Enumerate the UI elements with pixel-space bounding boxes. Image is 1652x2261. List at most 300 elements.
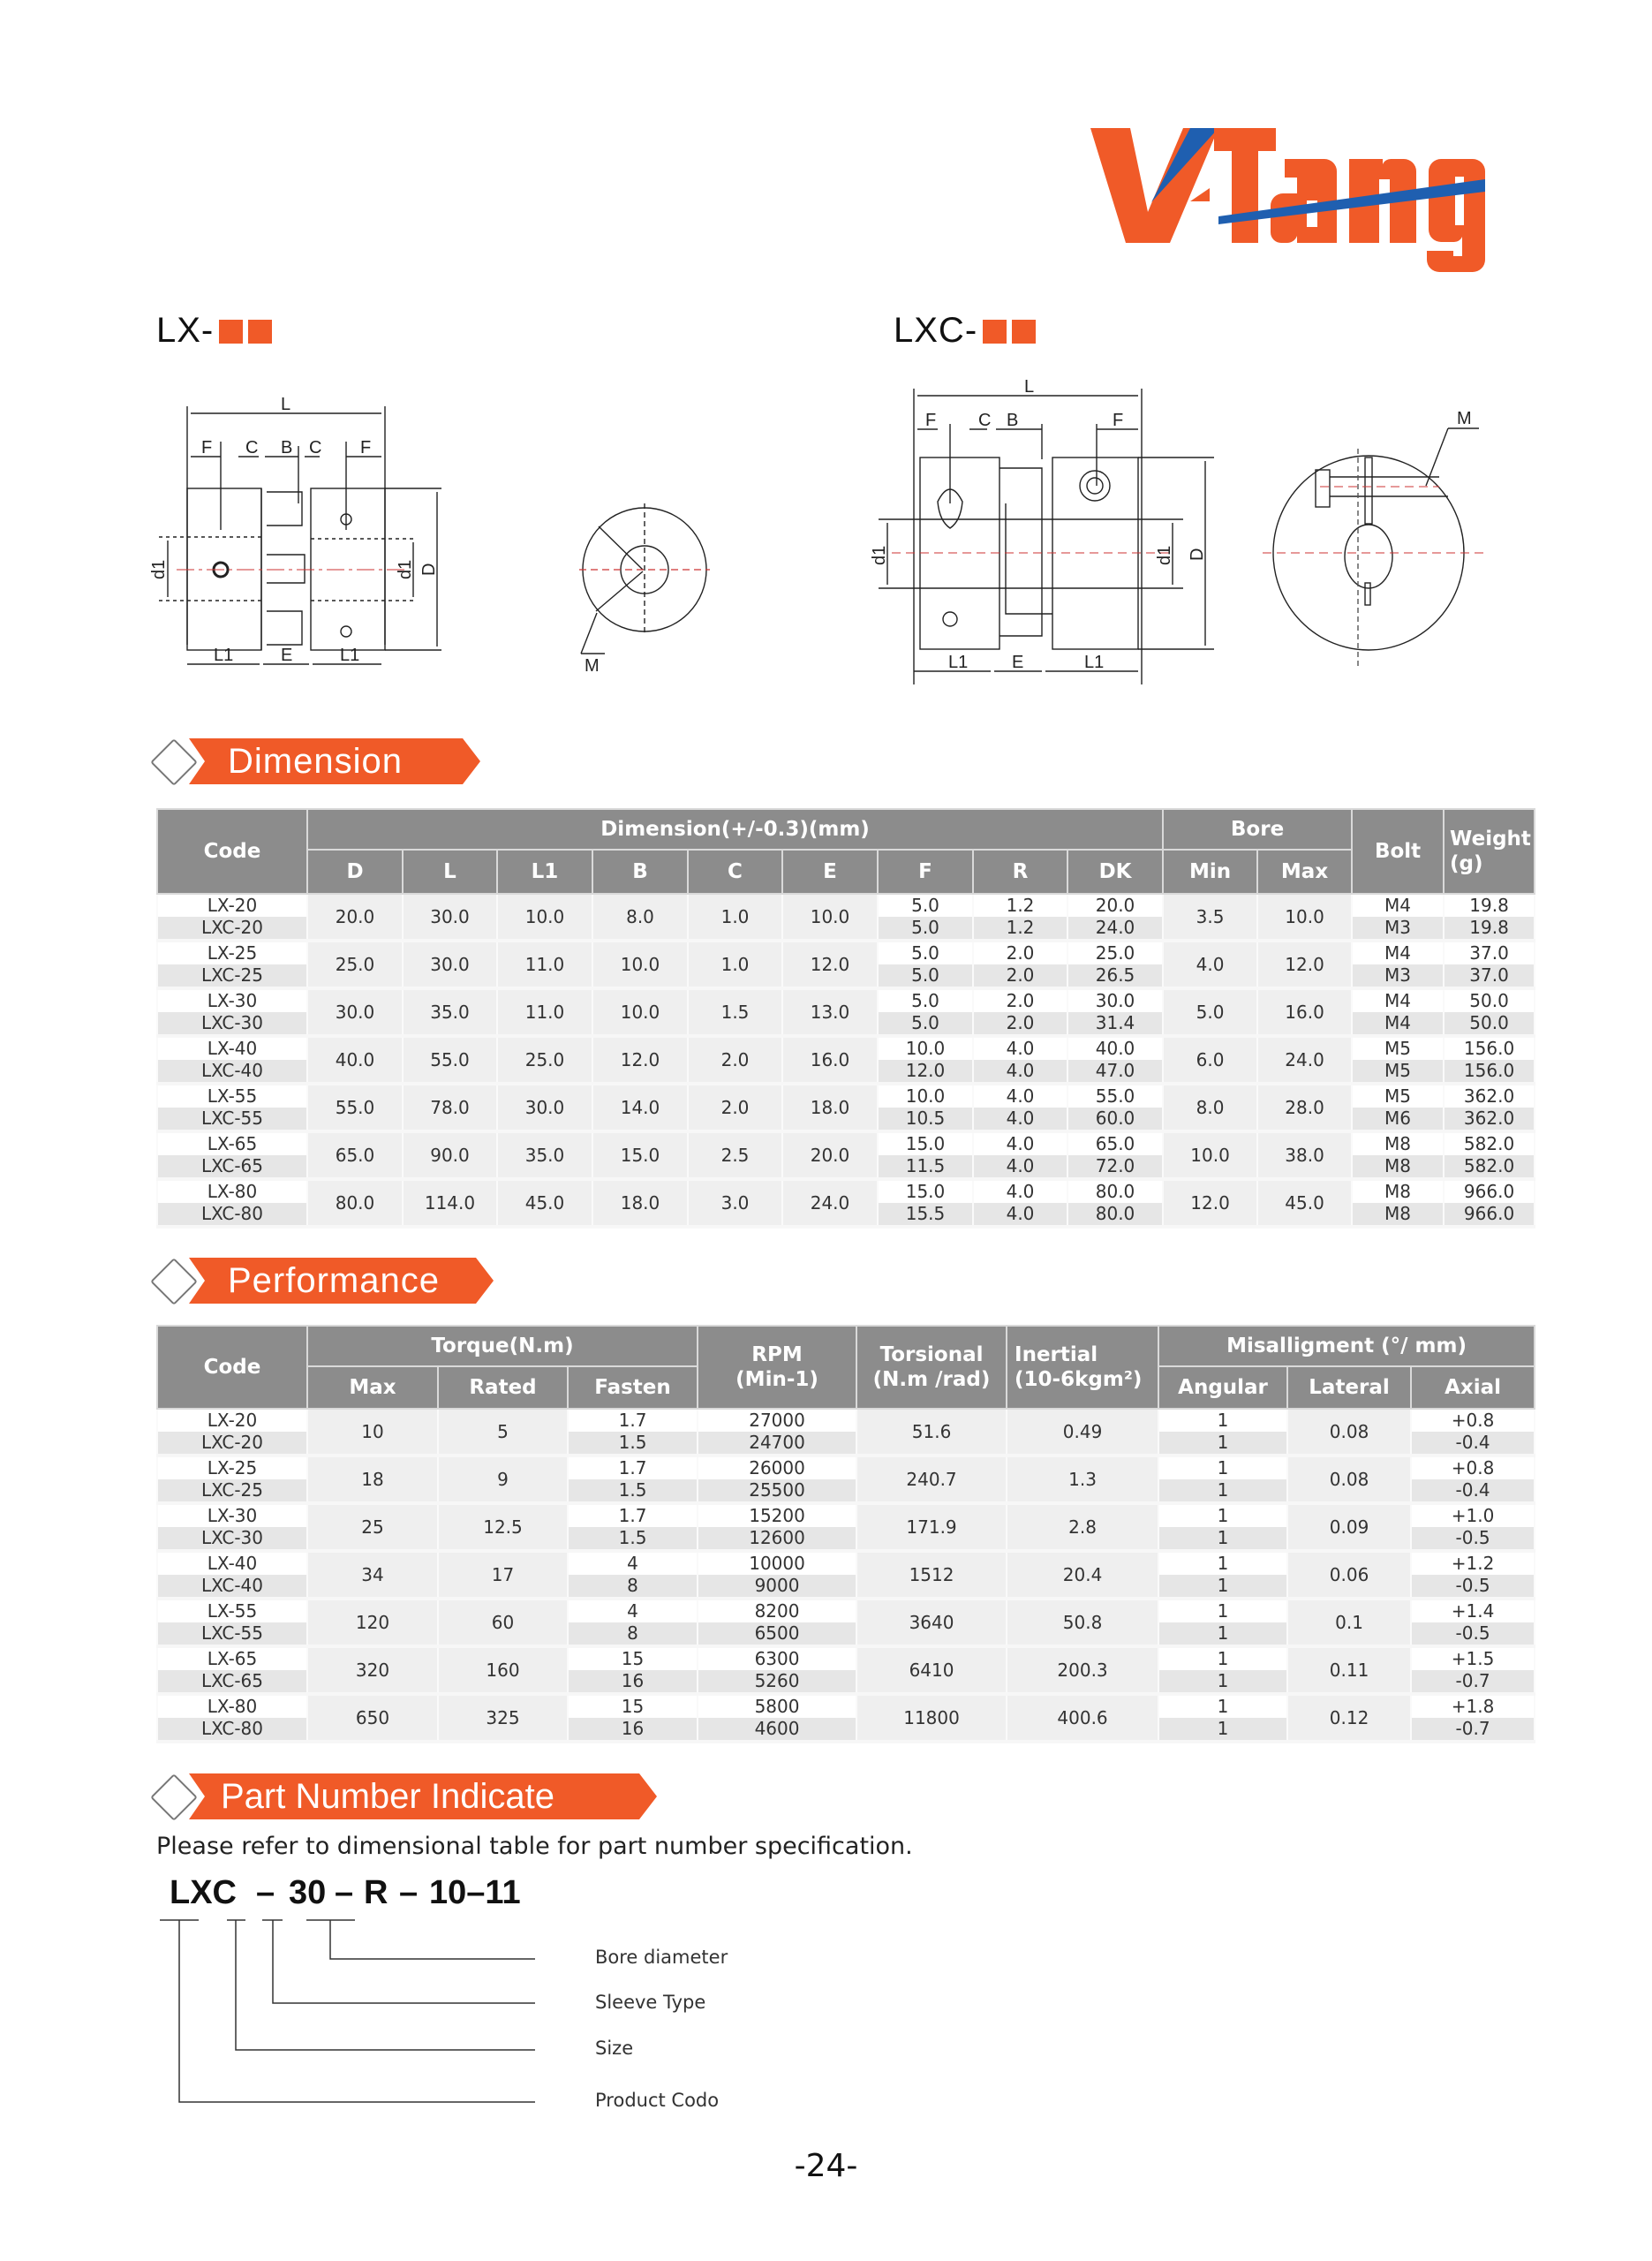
cell-weight: 966.0 [1444, 1179, 1535, 1203]
cell-inertial: 2.8 [1007, 1503, 1158, 1551]
dim-label-b: B [1007, 411, 1019, 430]
cell-bore-max: 38.0 [1257, 1131, 1352, 1179]
cell-torque-fasten: 1.5 [568, 1527, 698, 1551]
cell-angular: 1 [1158, 1622, 1287, 1646]
cell-f: 5.0 [878, 1012, 973, 1036]
cell-code: LX-65 [157, 1646, 307, 1670]
dim-label-c: C [309, 438, 322, 457]
col-header-dk: DK [1067, 850, 1163, 894]
part-number-separator: – [399, 1874, 419, 1911]
col-header-axial: Axial [1411, 1366, 1535, 1409]
cell-f: 5.0 [878, 941, 973, 964]
cell-bore-max: 24.0 [1257, 1036, 1352, 1084]
cell-bolt: M4 [1352, 941, 1444, 964]
cell-bolt: M8 [1352, 1155, 1444, 1179]
part-number-separator: – [335, 1874, 354, 1911]
cell-code: LX-30 [157, 1503, 307, 1527]
cell-bore-min: 6.0 [1163, 1036, 1257, 1084]
cell-torque-max: 34 [307, 1551, 438, 1599]
cell-inertial: 50.8 [1007, 1599, 1158, 1646]
cell-dk: 24.0 [1067, 917, 1163, 941]
cell-code: LXC-30 [157, 1527, 307, 1551]
cell-angular: 1 [1158, 1551, 1287, 1575]
cell-torque-max: 320 [307, 1646, 438, 1694]
cell-code: LX-30 [157, 988, 307, 1012]
cell-rpm: 5800 [698, 1694, 856, 1718]
cell-code: LXC-80 [157, 1203, 307, 1227]
cell-l: 114.0 [403, 1179, 497, 1227]
cell-angular: 1 [1158, 1575, 1287, 1599]
dim-label-l1: L1 [340, 646, 360, 665]
cell-b: 15.0 [592, 1131, 688, 1179]
cell-dk: 30.0 [1067, 988, 1163, 1012]
cell-bolt: M3 [1352, 917, 1444, 941]
cell-f: 5.0 [878, 964, 973, 988]
dim-label-c: C [978, 411, 992, 430]
lx-technical-drawing [150, 380, 751, 680]
cell-axial: +1.4 [1411, 1599, 1535, 1622]
cell-f: 12.0 [878, 1060, 973, 1084]
dim-label-f: F [1113, 411, 1124, 430]
diamond-icon [150, 1773, 198, 1821]
cell-d: 25.0 [307, 941, 403, 988]
inertial-label: Inertial [1015, 1343, 1098, 1366]
cell-l1: 10.0 [497, 894, 592, 941]
cell-torque-fasten: 8 [568, 1622, 698, 1646]
placeholder-square [248, 320, 272, 344]
col-header-bore-min: Min [1163, 850, 1257, 894]
dim-label-m: M [585, 656, 600, 676]
cell-r: 4.0 [973, 1060, 1067, 1084]
cell-b: 10.0 [592, 988, 688, 1036]
cell-bore-max: 10.0 [1257, 894, 1352, 941]
cell-c: 2.5 [688, 1131, 782, 1179]
cell-torque-fasten: 16 [568, 1670, 698, 1694]
col-header-inertial [1007, 1326, 1158, 1409]
cell-d: 20.0 [307, 894, 403, 941]
cell-axial: -0.7 [1411, 1670, 1535, 1694]
rpm-label: RPM [751, 1343, 803, 1366]
cell-code: LXC-65 [157, 1155, 307, 1179]
col-group-misalignment: Misalligment (°/ mm) [1158, 1326, 1535, 1366]
cell-torsional: 240.7 [856, 1456, 1007, 1503]
cell-rpm: 25500 [698, 1479, 856, 1503]
cell-e: 24.0 [782, 1179, 878, 1227]
cell-torque-rated: 160 [438, 1646, 568, 1694]
cell-f: 15.5 [878, 1203, 973, 1227]
inertial-unit: (10-6kgm²) [1015, 1368, 1143, 1391]
cell-d: 30.0 [307, 988, 403, 1036]
lxc-model-title [894, 311, 1036, 351]
cell-f: 10.0 [878, 1036, 973, 1060]
dim-label-l1: L1 [948, 653, 969, 672]
col-header-d: D [307, 850, 403, 894]
cell-c: 1.0 [688, 941, 782, 988]
cell-angular: 1 [1158, 1409, 1287, 1432]
cell-r: 4.0 [973, 1179, 1067, 1203]
cell-lateral: 0.12 [1287, 1694, 1411, 1742]
part-number-description: Please refer to dimensional table for part number specification. [156, 1833, 913, 1860]
lx-model-title [156, 311, 272, 351]
cell-dk: 72.0 [1067, 1155, 1163, 1179]
cell-torque-fasten: 8 [568, 1575, 698, 1599]
col-header-angular: Angular [1158, 1366, 1287, 1409]
cell-axial: +1.2 [1411, 1551, 1535, 1575]
cell-code: LXC-30 [157, 1012, 307, 1036]
dimension-table [156, 808, 1535, 1229]
cell-code: LXC-25 [157, 1479, 307, 1503]
lxc-title-text: LXC- [894, 311, 978, 350]
cell-weight: 37.0 [1444, 964, 1535, 988]
cell-torsional: 6410 [856, 1646, 1007, 1694]
cell-rpm: 5260 [698, 1670, 856, 1694]
part-number-label-size: Size [595, 2038, 634, 2059]
cell-torque-fasten: 1.7 [568, 1409, 698, 1432]
diamond-icon [150, 738, 198, 786]
part-number-segment-bore: 10–11 [429, 1874, 521, 1911]
cell-code: LX-80 [157, 1694, 307, 1718]
cell-code: LX-25 [157, 941, 307, 964]
cell-dk: 60.0 [1067, 1108, 1163, 1131]
torsional-label: Torsional [879, 1343, 984, 1366]
cell-b: 8.0 [592, 894, 688, 941]
cell-inertial: 400.6 [1007, 1694, 1158, 1742]
dim-label-e: E [1012, 653, 1024, 672]
cell-dk: 26.5 [1067, 964, 1163, 988]
col-header-weight [1444, 809, 1535, 894]
cell-code: LX-20 [157, 1409, 307, 1432]
col-header-f: F [878, 850, 973, 894]
dim-label-b: B [281, 438, 293, 457]
col-group-bore: Bore [1163, 809, 1352, 850]
cell-inertial: 0.49 [1007, 1409, 1158, 1456]
cell-torque-fasten: 15 [568, 1646, 698, 1670]
cell-torsional: 1512 [856, 1551, 1007, 1599]
cell-c: 1.0 [688, 894, 782, 941]
cell-b: 10.0 [592, 941, 688, 988]
cell-torque-fasten: 1.7 [568, 1503, 698, 1527]
cell-angular: 1 [1158, 1527, 1287, 1551]
cell-bolt: M3 [1352, 964, 1444, 988]
table-row [157, 1131, 1535, 1155]
cell-weight: 19.8 [1444, 917, 1535, 941]
dim-label-d1: d1 [1155, 545, 1174, 565]
dim-label-d1: d1 [396, 559, 415, 579]
cell-e: 20.0 [782, 1131, 878, 1179]
page-number: -24- [794, 2148, 858, 2184]
cell-rpm: 6300 [698, 1646, 856, 1670]
table-row [157, 1599, 1535, 1622]
cell-bolt: M5 [1352, 1084, 1444, 1108]
cell-bore-max: 28.0 [1257, 1084, 1352, 1131]
cell-c: 2.0 [688, 1036, 782, 1084]
cell-r: 2.0 [973, 941, 1067, 964]
cell-dk: 47.0 [1067, 1060, 1163, 1084]
cell-l1: 45.0 [497, 1179, 592, 1227]
part-number-section-title: Part Number Indicate [221, 1777, 554, 1816]
cell-weight: 362.0 [1444, 1108, 1535, 1131]
cell-bolt: M6 [1352, 1108, 1444, 1131]
cell-code: LXC-80 [157, 1718, 307, 1742]
dim-label-m: M [1457, 409, 1472, 428]
part-number-label-product-code: Product Codo [595, 2090, 720, 2111]
lxc-technical-drawing [870, 371, 1510, 689]
cell-rpm: 27000 [698, 1409, 856, 1432]
table-row [157, 1551, 1535, 1575]
cell-torque-rated: 17 [438, 1551, 568, 1599]
cell-c: 2.0 [688, 1084, 782, 1131]
cell-code: LXC-55 [157, 1108, 307, 1131]
cell-rpm: 24700 [698, 1432, 856, 1456]
cell-axial: +1.8 [1411, 1694, 1535, 1718]
cell-lateral: 0.09 [1287, 1503, 1411, 1551]
cell-angular: 1 [1158, 1479, 1287, 1503]
cell-code: LXC-65 [157, 1670, 307, 1694]
cell-inertial: 200.3 [1007, 1646, 1158, 1694]
dim-label-l: L [1024, 377, 1035, 397]
cell-l1: 11.0 [497, 941, 592, 988]
cell-bolt: M5 [1352, 1036, 1444, 1060]
cell-e: 13.0 [782, 988, 878, 1036]
cell-f: 15.0 [878, 1179, 973, 1203]
cell-bolt: M8 [1352, 1179, 1444, 1203]
cell-dk: 65.0 [1067, 1131, 1163, 1155]
part-number-separator: – [256, 1874, 275, 1911]
cell-lateral: 0.08 [1287, 1456, 1411, 1503]
cell-f: 11.5 [878, 1155, 973, 1179]
col-header-bolt: Bolt [1352, 809, 1444, 894]
cell-code: LXC-55 [157, 1622, 307, 1646]
cell-dk: 55.0 [1067, 1084, 1163, 1108]
cell-axial: -0.7 [1411, 1718, 1535, 1742]
weight-unit: (g) [1450, 852, 1483, 875]
cell-axial: -0.4 [1411, 1479, 1535, 1503]
cell-r: 4.0 [973, 1108, 1067, 1131]
rpm-unit: (Min-1) [735, 1368, 818, 1391]
cell-angular: 1 [1158, 1694, 1287, 1718]
cell-code: LXC-20 [157, 1432, 307, 1456]
cell-rpm: 8200 [698, 1599, 856, 1622]
cell-f: 15.0 [878, 1131, 973, 1155]
cell-dk: 40.0 [1067, 1036, 1163, 1060]
cell-c: 3.0 [688, 1179, 782, 1227]
cell-angular: 1 [1158, 1599, 1287, 1622]
cell-weight: 50.0 [1444, 1012, 1535, 1036]
cell-rpm: 26000 [698, 1456, 856, 1479]
part-number-segment-product: LXC [170, 1874, 237, 1911]
cell-bore-min: 12.0 [1163, 1179, 1257, 1227]
cell-l1: 30.0 [497, 1084, 592, 1131]
cell-l: 90.0 [403, 1131, 497, 1179]
col-header-l1: L1 [497, 850, 592, 894]
cell-torque-rated: 12.5 [438, 1503, 568, 1551]
cell-torque-max: 25 [307, 1503, 438, 1551]
cell-torque-max: 18 [307, 1456, 438, 1503]
cell-f: 10.5 [878, 1108, 973, 1131]
cell-code: LX-55 [157, 1084, 307, 1108]
cell-angular: 1 [1158, 1670, 1287, 1694]
cell-weight: 156.0 [1444, 1036, 1535, 1060]
cell-f: 5.0 [878, 917, 973, 941]
cell-code: LXC-20 [157, 917, 307, 941]
cell-d: 55.0 [307, 1084, 403, 1131]
cell-l: 55.0 [403, 1036, 497, 1084]
cell-e: 18.0 [782, 1084, 878, 1131]
cell-torsional: 3640 [856, 1599, 1007, 1646]
cell-code: LXC-40 [157, 1575, 307, 1599]
cell-torque-fasten: 1.7 [568, 1456, 698, 1479]
part-number-segment-size: 30 [289, 1874, 327, 1911]
dim-label-c: C [245, 438, 259, 457]
cell-b: 12.0 [592, 1036, 688, 1084]
cell-r: 1.2 [973, 894, 1067, 917]
cell-bolt: M8 [1352, 1131, 1444, 1155]
cell-torque-max: 10 [307, 1409, 438, 1456]
cell-inertial: 1.3 [1007, 1456, 1158, 1503]
table-row [157, 894, 1535, 917]
part-number-section-banner [152, 1773, 664, 1823]
cell-bolt: M4 [1352, 894, 1444, 917]
cell-axial: +1.0 [1411, 1503, 1535, 1527]
placeholder-square [219, 320, 243, 344]
cell-rpm: 15200 [698, 1503, 856, 1527]
placeholder-square [983, 320, 1007, 344]
cell-rpm: 12600 [698, 1527, 856, 1551]
cell-l: 78.0 [403, 1084, 497, 1131]
dim-label-f: F [925, 411, 937, 430]
cell-l1: 11.0 [497, 988, 592, 1036]
cell-bore-min: 5.0 [1163, 988, 1257, 1036]
cell-lateral: 0.11 [1287, 1646, 1411, 1694]
cell-r: 4.0 [973, 1203, 1067, 1227]
cell-code: LXC-25 [157, 964, 307, 988]
cell-torque-fasten: 16 [568, 1718, 698, 1742]
cell-e: 10.0 [782, 894, 878, 941]
cell-bore-max: 45.0 [1257, 1179, 1352, 1227]
cell-l: 30.0 [403, 941, 497, 988]
dim-label-d1: d1 [149, 559, 169, 579]
cell-inertial: 20.4 [1007, 1551, 1158, 1599]
cell-d: 80.0 [307, 1179, 403, 1227]
cell-angular: 1 [1158, 1646, 1287, 1670]
cell-bolt: M8 [1352, 1203, 1444, 1227]
cell-code: LX-65 [157, 1131, 307, 1155]
dim-label-f: F [201, 438, 213, 457]
cell-b: 14.0 [592, 1084, 688, 1131]
col-header-bore-max: Max [1257, 850, 1352, 894]
cell-bore-max: 16.0 [1257, 988, 1352, 1036]
table-row [157, 1036, 1535, 1060]
col-header-torsional [856, 1326, 1007, 1409]
cell-weight: 19.8 [1444, 894, 1535, 917]
cell-l: 30.0 [403, 894, 497, 941]
cell-axial: +0.8 [1411, 1409, 1535, 1432]
cell-axial: -0.5 [1411, 1622, 1535, 1646]
cell-bore-min: 3.5 [1163, 894, 1257, 941]
cell-code: LX-40 [157, 1551, 307, 1575]
cell-weight: 362.0 [1444, 1084, 1535, 1108]
col-group-dimension: Dimension(+/-0.3)(mm) [307, 809, 1163, 850]
cell-code: LX-55 [157, 1599, 307, 1622]
cell-bolt: M5 [1352, 1060, 1444, 1084]
cell-code: LX-80 [157, 1179, 307, 1203]
cell-bolt: M4 [1352, 988, 1444, 1012]
cell-angular: 1 [1158, 1456, 1287, 1479]
cell-torsional: 171.9 [856, 1503, 1007, 1551]
col-header-torque-rated: Rated [438, 1366, 568, 1409]
part-number-label-sleeve: Sleeve Type [595, 1992, 706, 2013]
cell-torque-fasten: 4 [568, 1599, 698, 1622]
placeholder-square [1012, 320, 1036, 344]
performance-section-banner [152, 1258, 505, 1307]
performance-table [156, 1325, 1535, 1743]
cell-d: 40.0 [307, 1036, 403, 1084]
cell-r: 4.0 [973, 1155, 1067, 1179]
cell-angular: 1 [1158, 1432, 1287, 1456]
col-header-r: R [973, 850, 1067, 894]
cell-e: 16.0 [782, 1036, 878, 1084]
performance-section-title: Performance [228, 1261, 440, 1300]
cell-r: 2.0 [973, 1012, 1067, 1036]
table-row [157, 1084, 1535, 1108]
cell-code: LXC-40 [157, 1060, 307, 1084]
cell-axial: +1.5 [1411, 1646, 1535, 1670]
cell-r: 4.0 [973, 1084, 1067, 1108]
cell-torque-fasten: 1.5 [568, 1479, 698, 1503]
cell-weight: 156.0 [1444, 1060, 1535, 1084]
col-group-torque: Torque(N.m) [307, 1326, 698, 1366]
cell-dk: 25.0 [1067, 941, 1163, 964]
diamond-icon [150, 1258, 198, 1305]
cell-torque-fasten: 4 [568, 1551, 698, 1575]
cell-r: 2.0 [973, 964, 1067, 988]
dim-label-f: F [360, 438, 372, 457]
cell-bore-max: 12.0 [1257, 941, 1352, 988]
part-number-label-bore: Bore diameter [595, 1947, 728, 1968]
cell-lateral: 0.08 [1287, 1409, 1411, 1456]
dim-label-d: D [1188, 548, 1207, 561]
cell-torque-rated: 325 [438, 1694, 568, 1742]
cell-d: 65.0 [307, 1131, 403, 1179]
cell-lateral: 0.06 [1287, 1551, 1411, 1599]
cell-c: 1.5 [688, 988, 782, 1036]
cell-e: 12.0 [782, 941, 878, 988]
table-row [157, 1456, 1535, 1479]
cell-weight: 50.0 [1444, 988, 1535, 1012]
dimension-section-banner [152, 738, 487, 788]
cell-dk: 80.0 [1067, 1203, 1163, 1227]
cell-rpm: 10000 [698, 1551, 856, 1575]
cell-angular: 1 [1158, 1718, 1287, 1742]
v-tang-logo [1086, 110, 1580, 269]
cell-rpm: 9000 [698, 1575, 856, 1599]
cell-code: LX-20 [157, 894, 307, 917]
cell-l1: 35.0 [497, 1131, 592, 1179]
cell-torque-max: 120 [307, 1599, 438, 1646]
cell-r: 4.0 [973, 1131, 1067, 1155]
cell-l1: 25.0 [497, 1036, 592, 1084]
cell-f: 10.0 [878, 1084, 973, 1108]
dim-label-l1: L1 [1084, 653, 1105, 672]
cell-axial: -0.5 [1411, 1527, 1535, 1551]
col-header-torque-fasten: Fasten [568, 1366, 698, 1409]
col-header-l: L [403, 850, 497, 894]
weight-label: Weight [1450, 828, 1531, 851]
col-header-code: Code [157, 809, 307, 894]
cell-bore-min: 4.0 [1163, 941, 1257, 988]
cell-torsional: 11800 [856, 1694, 1007, 1742]
col-header-torque-max: Max [307, 1366, 438, 1409]
